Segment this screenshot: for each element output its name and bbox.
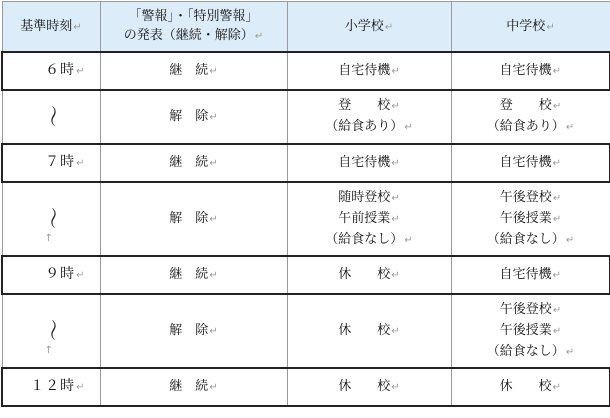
anchor-mark: ↑ [44, 345, 53, 356]
range-tilde-mark: 〜 [38, 206, 64, 229]
table-row [2, 182, 610, 256]
table-row [2, 52, 610, 90]
time-cell: ７時↵ [2, 144, 100, 182]
junior-cell: 登 校↵ （給食あり）↵ [451, 90, 610, 144]
anchor-mark: ↑ [44, 233, 53, 244]
time-cell: ９時↵ [2, 256, 100, 294]
table-row [2, 144, 610, 182]
warning-status-cell: 解 除↵ [100, 182, 287, 256]
table-row [2, 368, 610, 406]
header-time: 基準時刻↵ [2, 2, 100, 53]
warning-status-cell: 解 除↵ [100, 90, 287, 144]
elementary-cell: 登 校↵ （給食あり）↵ [287, 90, 451, 144]
warning-status-cell: 継 続↵ [100, 256, 287, 294]
warning-status-cell: 継 続↵ [100, 52, 287, 90]
warning-status-cell: 継 続↵ [100, 144, 287, 182]
elementary-cell: 自宅待機↵ [287, 144, 451, 182]
table-body [2, 52, 610, 406]
junior-cell: 自宅待機↵ [451, 144, 610, 182]
elementary-cell: 休 校↵ [287, 368, 451, 406]
header-elementary: 小学校↵ [287, 2, 451, 53]
time-cell: ６時↵ [2, 52, 100, 90]
time-cell: １２時↵ [2, 368, 100, 406]
junior-cell: 午後登校↵ 午後授業↵ （給食なし）↵ [451, 294, 610, 368]
junior-cell: 自宅待機↵ [451, 256, 610, 294]
schedule-table [1, 1, 610, 407]
junior-cell: 休 校↵ [451, 368, 610, 406]
elementary-cell: 随時登校↵ 午前授業↵ （給食なし）↵ [287, 182, 451, 256]
time-cell [2, 90, 100, 144]
range-tilde-mark: 〜 [38, 318, 64, 341]
elementary-cell: 休 校↵ [287, 256, 451, 294]
table-header-row [2, 2, 610, 53]
junior-cell: 午後登校↵ 午後授業↵ （給食なし）↵ [451, 182, 610, 256]
elementary-cell: 休 校↵ [287, 294, 451, 368]
time-cell [2, 294, 100, 368]
warning-status-cell: 継 続↵ [100, 368, 287, 406]
warning-status-cell: 解 除↵ [100, 294, 287, 368]
range-tilde-mark: 〜 [38, 104, 64, 127]
junior-cell: 自宅待機↵ [451, 52, 610, 90]
table-row [2, 90, 610, 144]
time-cell [2, 182, 100, 256]
elementary-cell: 自宅待機↵ [287, 52, 451, 90]
header-warning: 「警報」・「特別警報」 の発表（継続・解除）↵ [100, 2, 287, 53]
table-row [2, 256, 610, 294]
header-junior: 中学校↵ [451, 2, 610, 53]
table-row [2, 294, 610, 368]
